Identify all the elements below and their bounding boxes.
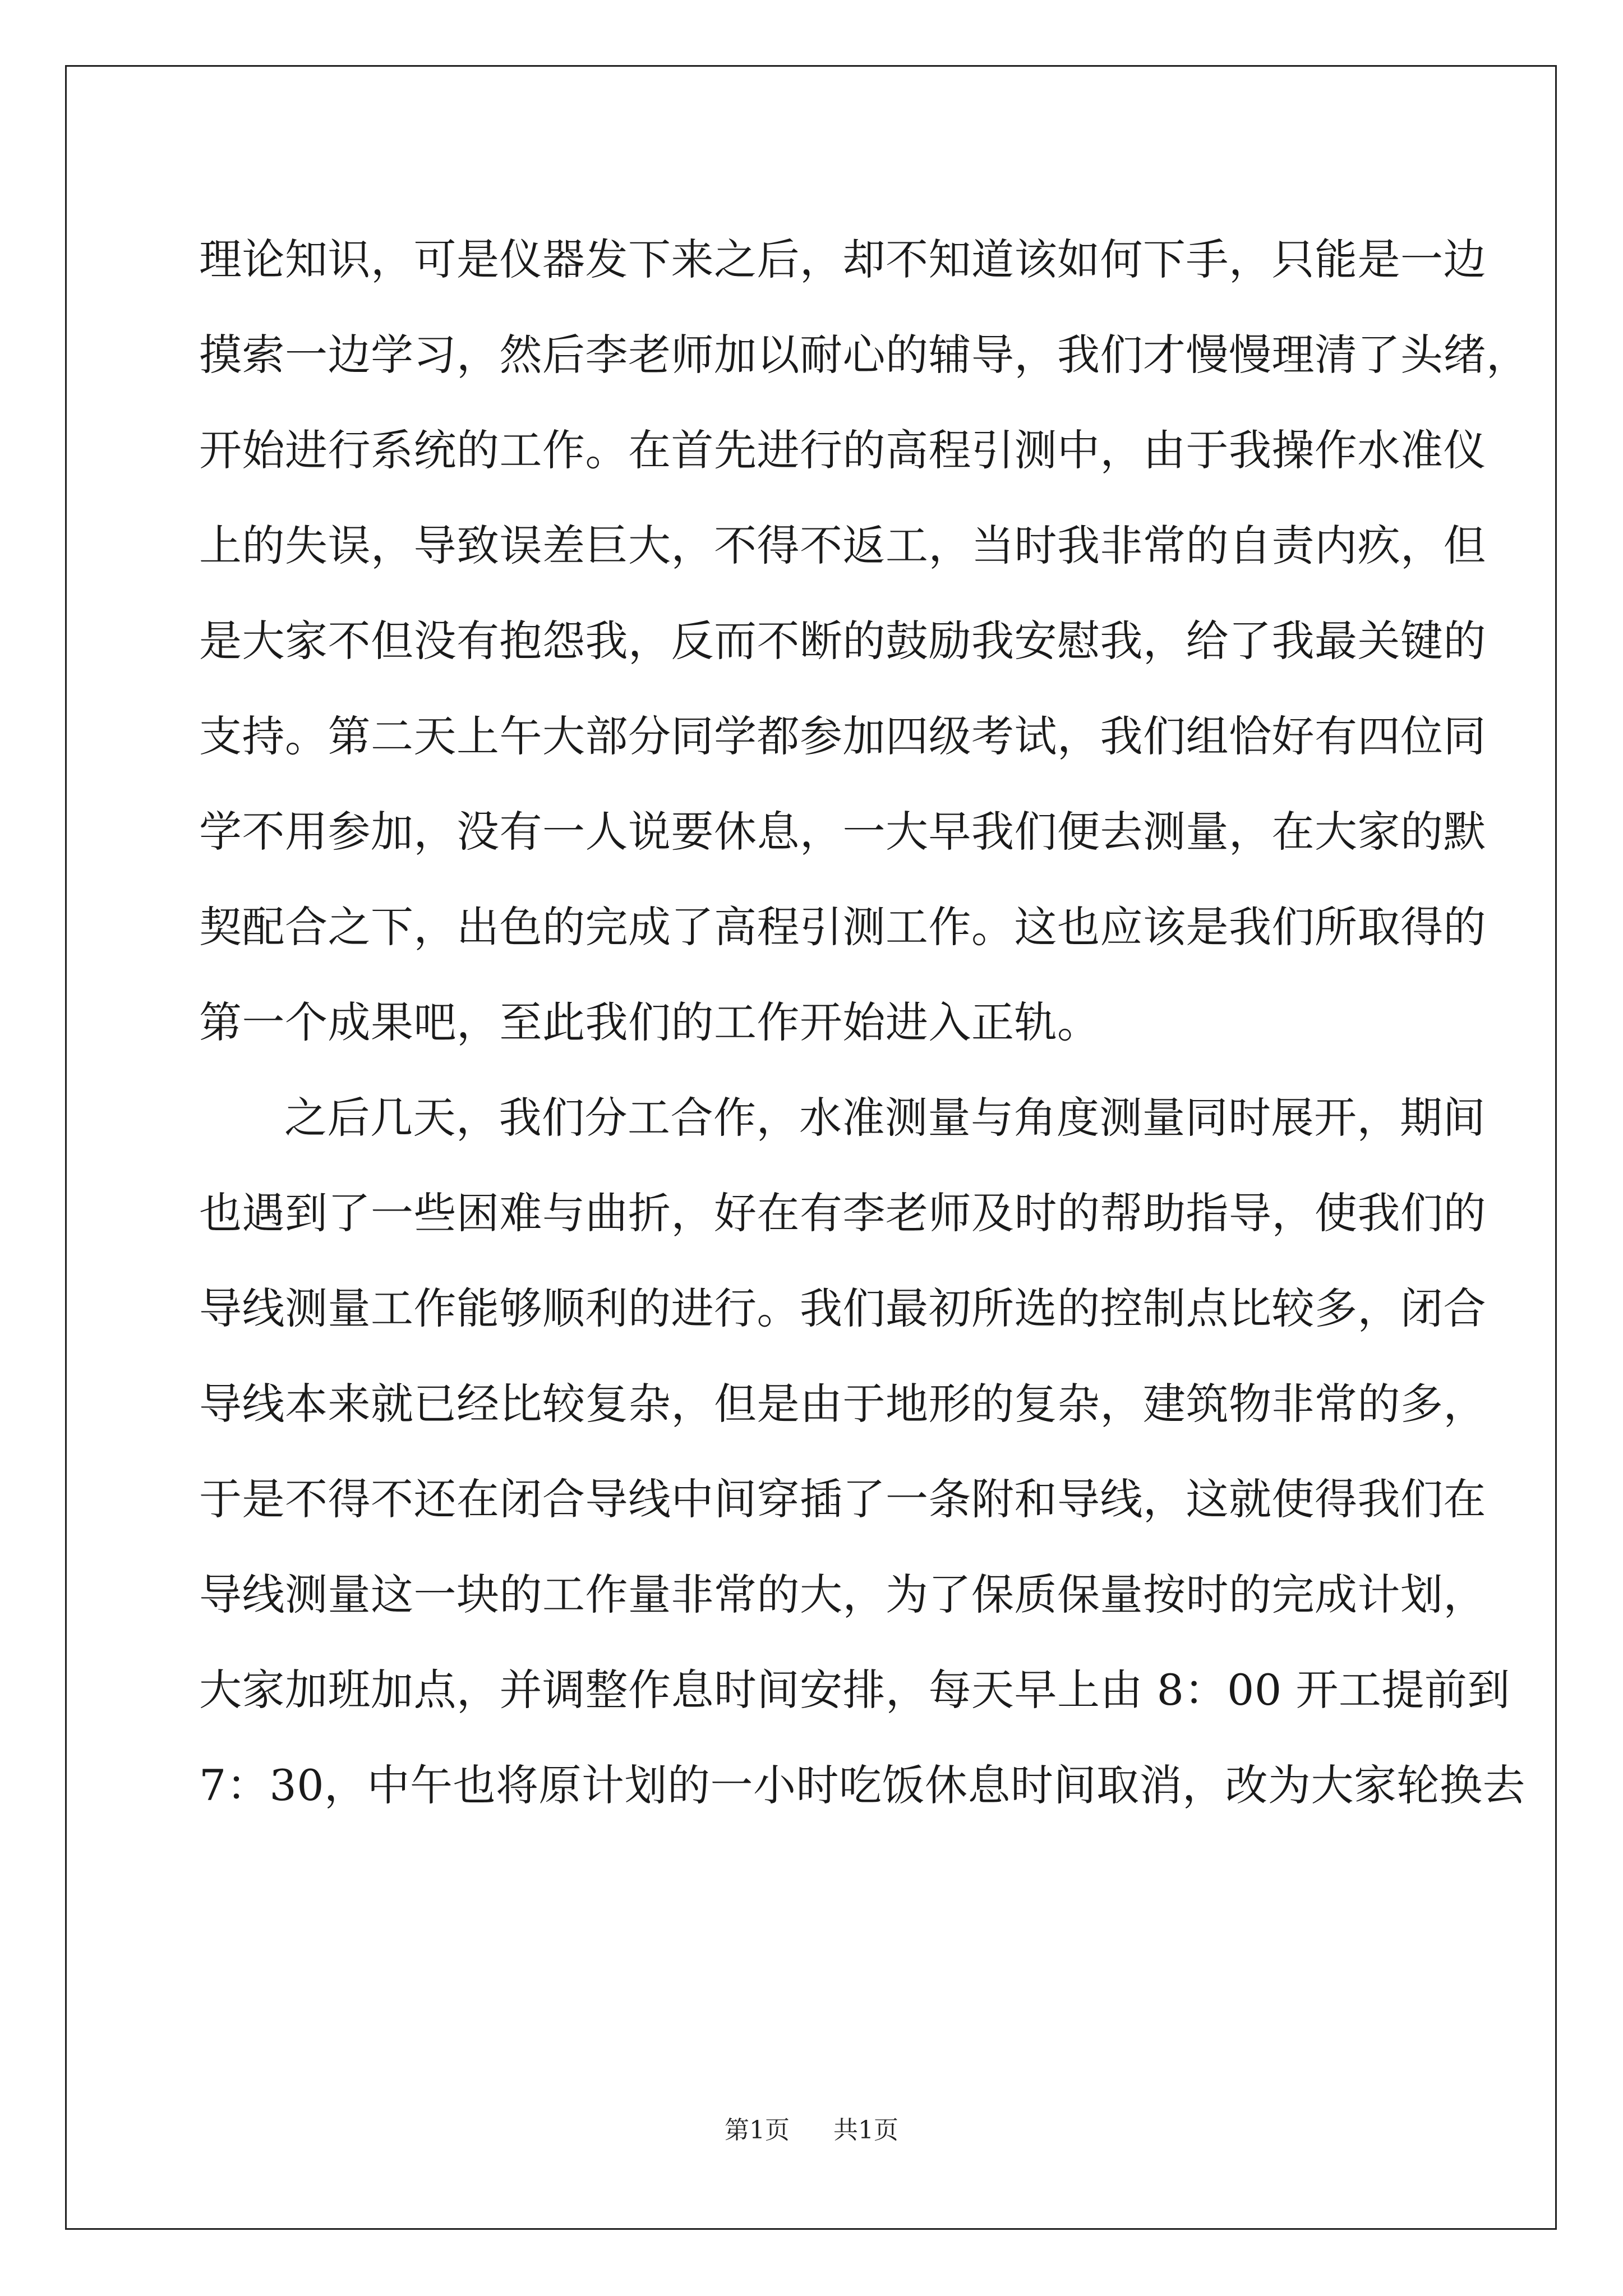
text-line: 支持。第二天上午大部分同学都参加四级考试，我们组恰好有四位同	[199, 711, 1486, 761]
page-total: 共1页	[833, 2116, 898, 2145]
text-line: 契配合之下，出色的完成了高程引测工作。这也应该是我们所取得的	[199, 902, 1486, 952]
text-line: 7：30，中午也将原计划的一小时吃饭休息时间取消，改为大家轮换去	[199, 1760, 1526, 1810]
text-line: 开始进行系统的工作。在首先进行的高程引测中，由于我操作水准仪	[199, 425, 1486, 475]
page-number: 第1页	[725, 2116, 790, 2145]
document-body	[199, 212, 1529, 1833]
text-line: 第一个成果吧，至此我们的工作开始进入正轨。	[199, 997, 1100, 1047]
text-line: 大家加班加点，并调整作息时间安排，每天早上由 8：00 开工提前到	[199, 1665, 1510, 1715]
paragraph-start-line: 之后几天，我们分工合作，水准测量与角度测量同时展开，期间	[284, 1093, 1486, 1143]
text-line: 也遇到了一些困难与曲折，好在有李老师及时的帮助指导，使我们的	[199, 1188, 1486, 1238]
text-line: 上的失误，导致误差巨大，不得不返工，当时我非常的自责内疚，但	[199, 521, 1486, 570]
text-line: 学不用参加，没有一人说要休息，一大早我们便去测量，在大家的默	[199, 807, 1486, 857]
page-footer	[0, 2114, 1623, 2147]
text-line: 导线本来就已经比较复杂，但是由于地形的复杂，建筑物非常的多，	[199, 1379, 1486, 1429]
text-line: 导线测量工作能够顺利的进行。我们最初所选的控制点比较多，闭合	[199, 1283, 1486, 1333]
text-line: 是大家不但没有抱怨我，反而不断的鼓励我安慰我，给了我最关键的	[199, 616, 1486, 666]
text-line: 于是不得不还在闭合导线中间穿插了一条附和导线，这就使得我们在	[199, 1474, 1486, 1524]
text-line: 理论知识，可是仪器发下来之后，却不知道该如何下手，只能是一边	[199, 234, 1486, 284]
text-line: 导线测量这一块的工作量非常的大，为了保质保量按时的完成计划，	[199, 1570, 1486, 1619]
text-line: 摸索一边学习，然后李老师加以耐心的辅导，我们才慢慢理清了头绪，	[199, 330, 1529, 380]
